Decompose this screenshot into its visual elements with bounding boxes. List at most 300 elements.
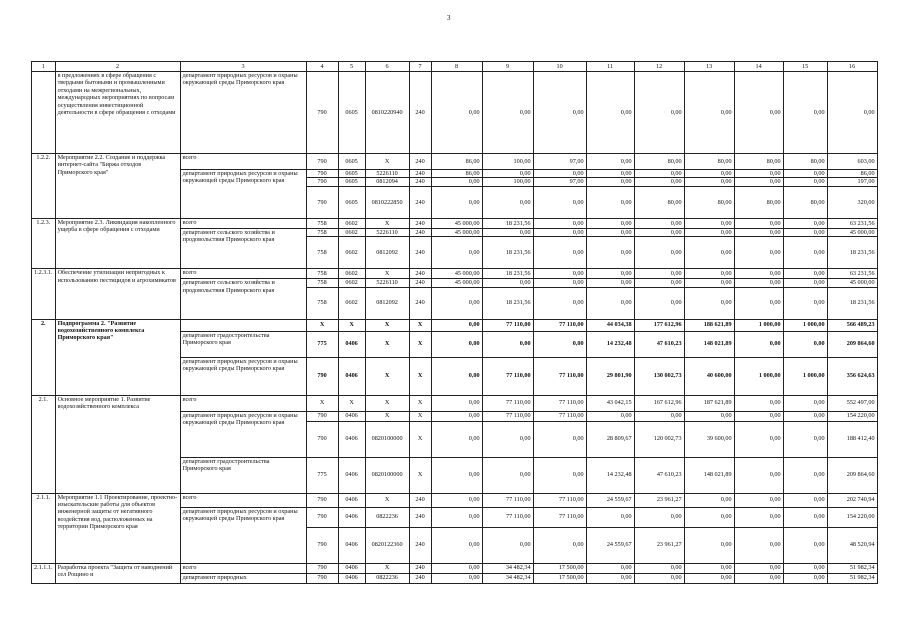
amount-cell: 0,00 xyxy=(783,287,827,319)
code-cell: 790 xyxy=(306,527,338,563)
amount-cell: 0,00 xyxy=(684,411,734,421)
activity-name: Разработка проекта "Защита от наводнений сел Рощино и xyxy=(55,563,180,583)
amount-cell: 18 231,56 xyxy=(482,269,533,279)
amount-cell: 0,00 xyxy=(431,237,482,269)
page-number: 3 xyxy=(447,14,451,22)
responsible-dept: всего xyxy=(180,154,306,170)
amount-cell: 0,00 xyxy=(684,237,734,269)
code-cell: 5226110 xyxy=(365,170,409,178)
amount-cell: 63 231,56 xyxy=(827,218,877,228)
responsible-dept: всего xyxy=(180,563,306,573)
amount-cell: 0,00 xyxy=(783,527,827,563)
activity-name: Мероприятие 2.3. Ликвидация накопленного ущерба в сфере обращения с отходами xyxy=(55,218,180,268)
header-cell: 3 xyxy=(180,62,306,72)
code-cell: X xyxy=(365,319,409,331)
amount-cell: 80,00 xyxy=(783,186,827,218)
responsible-dept: всего xyxy=(180,269,306,279)
amount-cell: 0,00 xyxy=(783,237,827,269)
amount-cell: 0,00 xyxy=(431,178,482,186)
amount-cell: 47 610,23 xyxy=(634,457,684,493)
code-cell: 758 xyxy=(306,237,338,269)
amount-cell: 0,00 xyxy=(634,287,684,319)
amount-cell: 1 000,00 xyxy=(783,319,827,331)
amount-cell: 0,00 xyxy=(783,331,827,357)
code-cell: 0605 xyxy=(338,154,365,170)
amount-cell: 0,00 xyxy=(783,218,827,228)
amount-cell: 34 482,34 xyxy=(482,573,533,583)
code-cell: 0605 xyxy=(338,186,365,218)
code-cell: X xyxy=(365,357,409,395)
responsible-dept: департамент сельского хозяйства и продовольствия Приморского края xyxy=(180,279,306,319)
code-cell: X xyxy=(365,411,409,421)
code-cell: 0812092 xyxy=(365,287,409,319)
amount-cell: 187 621,89 xyxy=(684,395,734,411)
amount-cell: 0,00 xyxy=(586,237,634,269)
amount-cell: 0,00 xyxy=(734,421,783,457)
amount-cell: 0,00 xyxy=(783,573,827,583)
activity-name: Подпрограмма 2. "Развитие водохозяйственного комплекса Приморского края" xyxy=(55,319,180,395)
amount-cell: 48 520,94 xyxy=(827,527,877,563)
amount-cell: 188 621,89 xyxy=(684,319,734,331)
amount-cell: 0,00 xyxy=(734,72,783,154)
amount-cell: 0,00 xyxy=(634,563,684,573)
amount-cell: 45 000,00 xyxy=(431,269,482,279)
amount-cell: 202 740,94 xyxy=(827,493,877,507)
amount-cell: 0,00 xyxy=(533,72,586,154)
amount-cell: 100,00 xyxy=(482,178,533,186)
amount-cell: 0,00 xyxy=(431,573,482,583)
amount-cell: 0,00 xyxy=(431,563,482,573)
amount-cell: 51 982,34 xyxy=(827,563,877,573)
amount-cell: 0,00 xyxy=(586,228,634,236)
amount-cell: 0,00 xyxy=(684,228,734,236)
code-cell: 790 xyxy=(306,186,338,218)
amount-cell: 0,00 xyxy=(482,72,533,154)
code-cell: 0820122360 xyxy=(365,527,409,563)
amount-cell: 0,00 xyxy=(586,178,634,186)
amount-cell: 0,00 xyxy=(586,573,634,583)
amount-cell: 63 231,56 xyxy=(827,269,877,279)
amount-cell: 86,00 xyxy=(431,154,482,170)
amount-cell: 86,00 xyxy=(827,170,877,178)
amount-cell: 77 110,00 xyxy=(482,411,533,421)
amount-cell: 0,00 xyxy=(684,218,734,228)
activity-name: Основное мероприятие 1. Развитие водохозяйственного комплекса xyxy=(55,395,180,493)
amount-cell: 80,00 xyxy=(684,186,734,218)
amount-cell: 0,00 xyxy=(684,279,734,287)
code-cell: 790 xyxy=(306,573,338,583)
code-cell: 0812092 xyxy=(365,237,409,269)
row-number: 2. xyxy=(32,319,56,395)
amount-cell: 0,00 xyxy=(431,357,482,395)
amount-cell: 130 002,73 xyxy=(634,357,684,395)
code-cell: 0406 xyxy=(338,563,365,573)
amount-cell: 0,00 xyxy=(431,421,482,457)
amount-cell: 0,00 xyxy=(783,178,827,186)
amount-cell: 77 110,00 xyxy=(533,395,586,411)
amount-cell: 0,00 xyxy=(586,218,634,228)
amount-cell: 18 231,56 xyxy=(482,287,533,319)
responsible-dept: департамент природных ресурсов и охраны окружающей среды Приморского края xyxy=(180,357,306,395)
amount-cell: 177 612,96 xyxy=(634,319,684,331)
amount-cell: 80,00 xyxy=(783,154,827,170)
amount-cell: 0,00 xyxy=(586,507,634,527)
code-cell: X xyxy=(365,395,409,411)
amount-cell: 0,00 xyxy=(684,493,734,507)
amount-cell: 0,00 xyxy=(533,170,586,178)
code-cell: 5226110 xyxy=(365,279,409,287)
amount-cell: 0,00 xyxy=(431,507,482,527)
amount-cell: 45 000,00 xyxy=(827,228,877,236)
code-cell: 0406 xyxy=(338,457,365,493)
code-cell: X xyxy=(409,457,431,493)
row-number: 2.1. xyxy=(32,395,56,493)
amount-cell: 86,00 xyxy=(431,170,482,178)
amount-cell: 209 864,60 xyxy=(827,457,877,493)
amount-cell: 566 489,23 xyxy=(827,319,877,331)
table-row xyxy=(32,269,878,279)
amount-cell: 77 110,00 xyxy=(482,395,533,411)
amount-cell: 0,00 xyxy=(734,457,783,493)
code-cell: 0602 xyxy=(338,279,365,287)
code-cell: 0406 xyxy=(338,421,365,457)
row-number xyxy=(32,72,56,154)
responsible-dept: департамент градостроительства Приморского края xyxy=(180,457,306,493)
header-cell: 1 xyxy=(32,62,56,72)
code-cell: X xyxy=(365,218,409,228)
code-cell: X xyxy=(338,395,365,411)
amount-cell: 80,00 xyxy=(734,186,783,218)
amount-cell: 23 961,27 xyxy=(634,493,684,507)
responsible-dept: всего xyxy=(180,395,306,411)
amount-cell: 0,00 xyxy=(482,186,533,218)
code-cell: 240 xyxy=(409,154,431,170)
code-cell: 240 xyxy=(409,493,431,507)
amount-cell: 0,00 xyxy=(783,507,827,527)
amount-cell: 0,00 xyxy=(734,573,783,583)
amount-cell: 0,00 xyxy=(431,186,482,218)
amount-cell: 77 110,00 xyxy=(533,319,586,331)
code-cell: 240 xyxy=(409,237,431,269)
code-cell: X xyxy=(365,493,409,507)
amount-cell: 29 801,90 xyxy=(586,357,634,395)
responsible-dept: департамент природных ресурсов и охраны окружающей среды Приморского края xyxy=(180,507,306,563)
amount-cell: 100,00 xyxy=(482,154,533,170)
amount-cell: 0,00 xyxy=(783,228,827,236)
amount-cell: 0,00 xyxy=(533,421,586,457)
header-cell: 4 xyxy=(306,62,338,72)
code-cell: X xyxy=(409,331,431,357)
code-cell: 240 xyxy=(409,507,431,527)
amount-cell: 0,00 xyxy=(634,178,684,186)
amount-cell: 0,00 xyxy=(586,279,634,287)
row-number: 1.2.2. xyxy=(32,154,56,219)
code-cell: 758 xyxy=(306,228,338,236)
amount-cell: 0,00 xyxy=(684,178,734,186)
amount-cell: 77 110,00 xyxy=(533,357,586,395)
code-cell: 5226110 xyxy=(365,228,409,236)
amount-cell: 209 864,60 xyxy=(827,331,877,357)
code-cell: 240 xyxy=(409,287,431,319)
amount-cell: 197,00 xyxy=(827,178,877,186)
amount-cell: 0,00 xyxy=(734,228,783,236)
amount-cell: 0,00 xyxy=(634,228,684,236)
amount-cell: 40 600,00 xyxy=(684,357,734,395)
amount-cell: 0,00 xyxy=(482,331,533,357)
code-cell: 0605 xyxy=(338,170,365,178)
code-cell: 790 xyxy=(306,493,338,507)
code-cell: 0810220940 xyxy=(365,72,409,154)
amount-cell: 0,00 xyxy=(586,269,634,279)
amount-cell: 0,00 xyxy=(783,457,827,493)
amount-cell: 0,00 xyxy=(431,457,482,493)
amount-cell: 28 809,67 xyxy=(586,421,634,457)
code-cell: 240 xyxy=(409,527,431,563)
budget-table xyxy=(31,61,878,584)
code-cell: 790 xyxy=(306,411,338,421)
amount-cell: 0,00 xyxy=(634,507,684,527)
code-cell: 790 xyxy=(306,563,338,573)
header-cell: 12 xyxy=(634,62,684,72)
code-cell: 0406 xyxy=(338,527,365,563)
amount-cell: 0,00 xyxy=(586,154,634,170)
amount-cell: 45 000,00 xyxy=(431,218,482,228)
amount-cell: 0,00 xyxy=(734,269,783,279)
responsible-dept: всего xyxy=(180,493,306,507)
amount-cell: 0,00 xyxy=(431,331,482,357)
responsible-dept: департамент природных xyxy=(180,573,306,583)
row-number: 2.1.1.1. xyxy=(32,563,56,583)
table-row xyxy=(32,154,878,170)
amount-cell: 154 220,00 xyxy=(827,507,877,527)
amount-cell: 80,00 xyxy=(734,154,783,170)
amount-cell: 0,00 xyxy=(783,563,827,573)
amount-cell: 44 034,38 xyxy=(586,319,634,331)
code-cell: 0820100000 xyxy=(365,457,409,493)
amount-cell: 0,00 xyxy=(734,178,783,186)
code-cell: X xyxy=(365,563,409,573)
amount-cell: 17 500,00 xyxy=(533,563,586,573)
amount-cell: 34 482,34 xyxy=(482,563,533,573)
code-cell: 240 xyxy=(409,573,431,583)
amount-cell: 0,00 xyxy=(634,411,684,421)
code-cell: 0602 xyxy=(338,287,365,319)
amount-cell: 0,00 xyxy=(783,395,827,411)
amount-cell: 0,00 xyxy=(734,507,783,527)
code-cell: 790 xyxy=(306,170,338,178)
amount-cell: 320,00 xyxy=(827,186,877,218)
amount-cell: 0,00 xyxy=(783,411,827,421)
amount-cell: 0,00 xyxy=(734,287,783,319)
code-cell: 775 xyxy=(306,331,338,357)
amount-cell: 0,00 xyxy=(482,527,533,563)
amount-cell: 0,00 xyxy=(634,72,684,154)
amount-cell: 80,00 xyxy=(684,154,734,170)
amount-cell: 0,00 xyxy=(827,72,877,154)
amount-cell: 154 220,00 xyxy=(827,411,877,421)
header-cell: 11 xyxy=(586,62,634,72)
amount-cell: 0,00 xyxy=(783,279,827,287)
code-cell: 758 xyxy=(306,287,338,319)
activity-name: в предложениях в сфере обращения с твердыми бытовыми и промышленными отходами на межрегиональных, международных мероприятиях по вопросам осуществления инвестиционной деятельности в сфере обращения с отходами xyxy=(55,72,180,154)
amount-cell: 17 500,00 xyxy=(533,573,586,583)
header-cell: 15 xyxy=(783,62,827,72)
amount-cell: 77 110,00 xyxy=(482,357,533,395)
code-cell: 0812094 xyxy=(365,178,409,186)
header-cell: 8 xyxy=(431,62,482,72)
amount-cell: 0,00 xyxy=(684,573,734,583)
row-number: 2.1.1. xyxy=(32,493,56,563)
amount-cell: 0,00 xyxy=(684,269,734,279)
amount-cell: 356 624,63 xyxy=(827,357,877,395)
amount-cell: 0,00 xyxy=(634,237,684,269)
responsible-dept: департамент природных ресурсов и охраны окружающей среды Приморского края xyxy=(180,72,306,154)
amount-cell: 1 000,00 xyxy=(734,357,783,395)
table-row xyxy=(32,218,878,228)
code-cell: 0605 xyxy=(338,72,365,154)
code-cell: 0406 xyxy=(338,411,365,421)
amount-cell: 77 110,00 xyxy=(533,493,586,507)
table-row xyxy=(32,395,878,411)
header-cell: 9 xyxy=(482,62,533,72)
code-cell: 758 xyxy=(306,218,338,228)
header-cell: 14 xyxy=(734,62,783,72)
code-cell: 240 xyxy=(409,269,431,279)
amount-cell: 39 600,00 xyxy=(684,421,734,457)
code-cell: 0605 xyxy=(338,178,365,186)
code-cell: X xyxy=(409,395,431,411)
amount-cell: 45 000,00 xyxy=(431,279,482,287)
responsible-dept xyxy=(180,319,306,331)
amount-cell: 1 000,00 xyxy=(783,357,827,395)
header-cell: 6 xyxy=(365,62,409,72)
amount-cell: 0,00 xyxy=(533,218,586,228)
amount-cell: 552 497,00 xyxy=(827,395,877,411)
code-cell: X xyxy=(409,357,431,395)
amount-cell: 45 000,00 xyxy=(827,279,877,287)
amount-cell: 0,00 xyxy=(734,218,783,228)
amount-cell: 80,00 xyxy=(634,154,684,170)
code-cell: X xyxy=(365,331,409,357)
amount-cell: 0,00 xyxy=(586,411,634,421)
amount-cell: 14 232,48 xyxy=(586,457,634,493)
code-cell: 790 xyxy=(306,421,338,457)
code-cell: 790 xyxy=(306,507,338,527)
amount-cell: 23 961,27 xyxy=(634,527,684,563)
code-cell: 758 xyxy=(306,269,338,279)
code-cell: 790 xyxy=(306,178,338,186)
activity-name: Мероприятие 2.2. Создание и поддержка интернет-сайта "Биржа отходов Приморского края" xyxy=(55,154,180,219)
header-cell: 13 xyxy=(684,62,734,72)
code-cell: X xyxy=(306,319,338,331)
header-cell: 5 xyxy=(338,62,365,72)
amount-cell: 0,00 xyxy=(482,421,533,457)
code-cell: 0822236 xyxy=(365,507,409,527)
row-number: 1.2.3.1. xyxy=(32,269,56,319)
amount-cell: 18 231,56 xyxy=(482,218,533,228)
amount-cell: 0,00 xyxy=(734,331,783,357)
amount-cell: 0,00 xyxy=(586,186,634,218)
amount-cell: 0,00 xyxy=(533,287,586,319)
amount-cell: 77 110,00 xyxy=(482,493,533,507)
amount-cell: 0,00 xyxy=(431,493,482,507)
amount-cell: 77 110,00 xyxy=(482,507,533,527)
amount-cell: 0,00 xyxy=(482,228,533,236)
amount-cell: 18 231,56 xyxy=(827,237,877,269)
code-cell: 240 xyxy=(409,170,431,178)
header-cell: 7 xyxy=(409,62,431,72)
code-cell: 0406 xyxy=(338,331,365,357)
amount-cell: 0,00 xyxy=(533,331,586,357)
amount-cell: 0,00 xyxy=(431,411,482,421)
amount-cell: 77 110,00 xyxy=(533,507,586,527)
amount-cell: 0,00 xyxy=(533,228,586,236)
code-cell: X xyxy=(409,319,431,331)
amount-cell: 0,00 xyxy=(734,493,783,507)
code-cell: X xyxy=(306,395,338,411)
amount-cell: 0,00 xyxy=(431,527,482,563)
code-cell: 240 xyxy=(409,228,431,236)
amount-cell: 77 110,00 xyxy=(482,319,533,331)
amount-cell: 97,00 xyxy=(533,154,586,170)
code-cell: 790 xyxy=(306,357,338,395)
amount-cell: 0,00 xyxy=(634,170,684,178)
header-cell: 16 xyxy=(827,62,877,72)
amount-cell: 80,00 xyxy=(634,186,684,218)
code-cell: 0406 xyxy=(338,357,365,395)
code-cell: 240 xyxy=(409,279,431,287)
responsible-dept: департамент природных ресурсов и охраны окружающей среды Приморского края xyxy=(180,411,306,457)
code-cell: 240 xyxy=(409,72,431,154)
responsible-dept: департамент сельского хозяйства и продовольствия Приморского края xyxy=(180,228,306,268)
amount-cell: 0,00 xyxy=(533,457,586,493)
activity-name: Мероприятие 1.1 Проектирование, проектно-изыскательские работы для объектов инженерной защиты от негативного воздействия вод, расположенных на территории Приморского края xyxy=(55,493,180,563)
code-cell: 775 xyxy=(306,457,338,493)
table-row xyxy=(32,72,878,154)
code-cell: 240 xyxy=(409,186,431,218)
amount-cell: 0,00 xyxy=(684,527,734,563)
amount-cell: 77 110,00 xyxy=(533,411,586,421)
code-cell: 0602 xyxy=(338,228,365,236)
header-cell: 10 xyxy=(533,62,586,72)
code-cell: 240 xyxy=(409,178,431,186)
amount-cell: 0,00 xyxy=(684,72,734,154)
amount-cell: 148 021,89 xyxy=(684,457,734,493)
amount-cell: 0,00 xyxy=(586,72,634,154)
amount-cell: 18 231,56 xyxy=(827,287,877,319)
code-cell: 0602 xyxy=(338,237,365,269)
amount-cell: 0,00 xyxy=(783,269,827,279)
code-cell: 790 xyxy=(306,72,338,154)
amount-cell: 0,00 xyxy=(586,563,634,573)
amount-cell: 188 412,40 xyxy=(827,421,877,457)
code-cell: X xyxy=(409,411,431,421)
amount-cell: 0,00 xyxy=(482,170,533,178)
amount-cell: 603,00 xyxy=(827,154,877,170)
amount-cell: 0,00 xyxy=(634,269,684,279)
code-cell: 240 xyxy=(409,563,431,573)
amount-cell: 0,00 xyxy=(783,421,827,457)
amount-cell: 97,00 xyxy=(533,178,586,186)
amount-cell: 0,00 xyxy=(431,319,482,331)
amount-cell: 43 042,15 xyxy=(586,395,634,411)
code-cell: 0820100000 xyxy=(365,421,409,457)
code-cell: 758 xyxy=(306,279,338,287)
amount-cell: 0,00 xyxy=(734,411,783,421)
amount-cell: 0,00 xyxy=(482,279,533,287)
amount-cell: 0,00 xyxy=(482,457,533,493)
amount-cell: 0,00 xyxy=(734,563,783,573)
